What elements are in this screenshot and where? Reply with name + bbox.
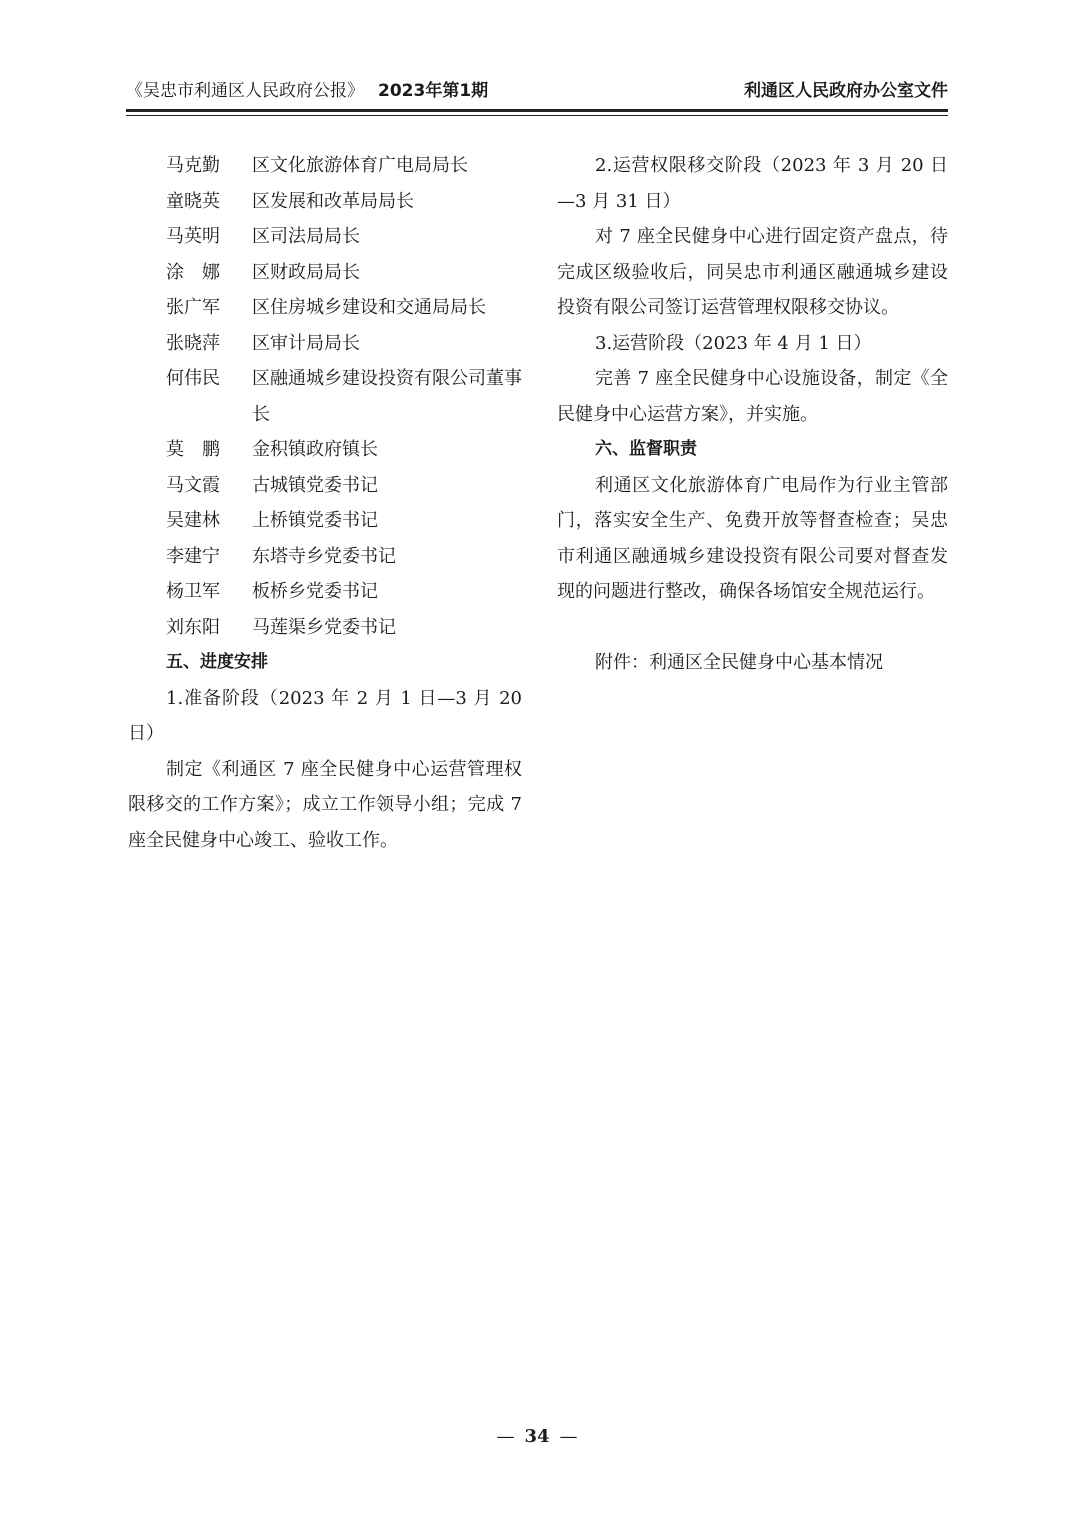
- member-position: 古城镇党委书记: [252, 474, 378, 496]
- member-position: 区司法局局长: [252, 226, 360, 247]
- member-name: 李建宁: [166, 545, 220, 567]
- stage3-title: 3.运营阶段（2023 年 4 月 1 日）: [595, 332, 872, 354]
- member-name: 莫 鹏: [166, 439, 220, 460]
- member-name: 何伟民: [166, 368, 220, 389]
- member-row: [128, 361, 522, 432]
- member-position: 区融通城乡建设投资有限公司董事长: [252, 368, 522, 425]
- member-row: [128, 326, 522, 362]
- member-position: 板桥乡党委书记: [252, 581, 378, 602]
- member-position: 区财政局局长: [252, 261, 360, 283]
- member-row: [128, 290, 522, 326]
- member-row: [128, 574, 522, 610]
- member-name: 马文霞: [166, 474, 220, 496]
- header-left: [126, 78, 488, 104]
- member-position: 马莲渠乡党委书记: [252, 616, 396, 638]
- stage1-title: 1.准备阶段（2023 年 2 月 1 日—3 月 20 日）: [128, 687, 522, 744]
- page-number-value: 34: [524, 1426, 550, 1447]
- page-number: [0, 1424, 1074, 1450]
- member-name: 张晓萍: [166, 332, 220, 354]
- header-rule-thick: [126, 109, 948, 112]
- stage3-text: 完善 7 座全民健身中心设施设备，制定《全民健身中心运营方案》，并实施。: [557, 368, 948, 425]
- member-position: 区发展和改革局局长: [252, 190, 414, 212]
- member-row: [128, 610, 522, 646]
- member-row: [128, 219, 522, 255]
- section6-text: 利通区文化旅游体育广电局作为行业主管部门，落实安全生产、免费开放等督查检查；吴忠市利通区融通城乡建设投资有限公司要对督查发现的问题进行整改，确保各场馆安全规范运行。: [557, 474, 948, 602]
- member-list: [128, 148, 522, 645]
- left-column: [128, 148, 522, 858]
- member-row: [128, 432, 522, 468]
- member-name: 吴建林: [166, 510, 220, 531]
- right-column: [557, 148, 948, 680]
- member-position: 区审计局局长: [252, 332, 360, 354]
- member-name: 童晓英: [166, 190, 220, 212]
- member-position: 东塔寺乡党委书记: [252, 545, 396, 567]
- stage1-text: 制定《利通区 7 座全民健身中心运营管理权限移交的工作方案》；成立工作领导小组；完成 7 座全民健身中心竣工、验收工作。: [128, 758, 522, 851]
- header-rule-thin: [126, 115, 948, 116]
- member-name: 马英明: [166, 226, 220, 247]
- header-right-title: 利通区人民政府办公室文件: [744, 81, 948, 101]
- member-position: 区文化旅游体育广电局局长: [252, 155, 468, 176]
- member-position: 区住房城乡建设和交通局局长: [252, 297, 486, 318]
- member-row: [128, 148, 522, 184]
- member-name: 马克勤: [166, 155, 220, 176]
- stage2-title: 2.运营权限移交阶段（2023 年 3 月 20 日—3 月 31 日）: [557, 155, 948, 212]
- bulletin-title: 《吴忠市利通区人民政府公报》: [126, 81, 364, 101]
- section6-heading: 六、监督职责: [595, 439, 697, 459]
- member-row: [128, 468, 522, 504]
- attachment-note: 附件：利通区全民健身中心基本情况: [595, 651, 883, 673]
- spacer: [557, 610, 948, 645]
- stage2-text: 对 7 座全民健身中心进行固定资产盘点，待完成区级验收后，同吴忠市利通区融通城乡建设投资有限公司签订运营管理权限移交协议。: [557, 226, 948, 318]
- member-row: [128, 503, 522, 539]
- member-name: 刘东阳: [166, 616, 220, 638]
- section5-heading: 五、进度安排: [166, 652, 268, 672]
- member-name: 涂 娜: [166, 261, 220, 283]
- member-position: 金积镇政府镇长: [252, 439, 378, 460]
- issue-number: 2023年第1期: [378, 81, 489, 101]
- member-row: [128, 539, 522, 575]
- member-name: 杨卫军: [166, 581, 220, 602]
- page-header: [126, 78, 948, 108]
- member-position: 上桥镇党委书记: [252, 510, 378, 531]
- member-name: 张广军: [166, 297, 220, 318]
- page-dash-right: —: [559, 1426, 578, 1447]
- page-dash-left: —: [496, 1426, 515, 1447]
- member-row: [128, 184, 522, 220]
- member-row: [128, 255, 522, 291]
